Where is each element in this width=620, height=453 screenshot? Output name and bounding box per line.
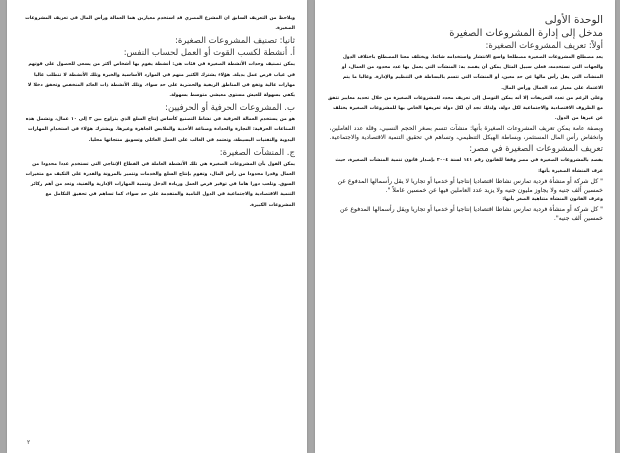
paragraph-crafts: هو من يستخدم العمالة الحرفية في نشاط التصنيع كأساس إنتاج السلع الذي يتراوح بين ٣ إلى ١٠ عمال، وتشمل هذه الصناعات الحرفية: النجارة والحدادة وصناعة الأحذية والملابس الجاهزة وغيرها. ويشترك هؤلاء في استخدام المهارات اليدوية والتقنيات البسيطة، وتعتمد في الغالب على العمل العائلي وتسويق منتجاتها محليا.	[25, 117, 295, 143]
paragraph-egypt-law: يقصد بالمشروعات الصغيرة في مصر وفقا للقانون رقم ١٤١ لسنة ٢٠٠٤ بإصدار قانون تنمية المنشآت الصغيرة، حيث عرف المنشأة الصغيرة بأنها:	[335, 158, 603, 174]
paragraph-subsistence: يمكن تصنيف وحدات الأنشطة الصغيرة في فئات هي: أنشطة يقوم بها أشخاص أكثر من يسعى للحصول على قوتهم في غياب فرص عمل بديلة. هؤلاء يشترك الكثير منهم في الموارد الأساسية والخبرة وتلك الأنشطة لا تتطلب غالبا مهارات عالية وتقع في المناطق الريفية والحضرية على حد سواء. وتلك الأنشطة ذات العائد المنخفض وتحقق دخلا لا يكفي بسهولة للعيش مستوى معيشي متوسط بسهولة.	[27, 62, 295, 99]
paragraph-definition-2: وعلى الرغم من تعدد التعريفات إلا أنه يمكن التوصل إلى تعريف محدد للمشروعات الصغيرة من خلال تحديد معايير تتفق مع الظروف الاقتصادية والاجتماعية لكل دولة، ولذلك نجد أن لكل دولة تعريفها الخاص بها للمشروعات الصغيرة يختلف عن غيرها من الدول.	[328, 95, 603, 122]
page-number: ٢	[27, 439, 31, 446]
quote-small-enterprise-definition: " كل شركة أو منشأة فردية تمارس نشاطا اقتصاديا إنتاجيا أو خدميا أو تجاريا لا يقل رأسمالها المدفوع عن خمسين ألف جنيه ولا يجاوز مليون جنيه ولا يزيد عدد العاملين فيها عن خمسين عاملاً ".	[337, 177, 603, 194]
section-heading-egypt: تعريف المشروعات الصغيرة في مصر:	[469, 144, 603, 155]
quote-micro-enterprise-definition: " كل شركة أو منشأة فردية تمارس نشاطا اقتصاديا إنتاجيا أو خدميا أو تجاريا ويقل رأسمالها المدفوع عن خمسين ألف جنيه".	[340, 206, 603, 223]
intro-paragraph: ويلاحظ من التعريف السابق ان المشرع المصري قد استخدم معيارين هما العمالة ورأس المال في تعريف المشروعات الصغيرة.	[25, 16, 295, 32]
page-left-content	[19, 14, 295, 211]
chapter-title: مدخل إلى إدارة المشروعات الصغيرة	[449, 28, 603, 39]
subheading-crafts: ب. المشروعات الحرفية أو الحرفيين:	[165, 103, 295, 114]
document-page-left	[7, 0, 307, 453]
document-page-right	[315, 0, 615, 453]
section-heading-definition: أولاً: تعريف المشروعات الصغيرة:	[485, 41, 603, 51]
section-heading-classification: ثانيا: تصنيف المشروعات الصغيرة:	[174, 36, 295, 47]
subheading-subsistence-activities: أ. أنشطة لكسب القوت أو العمل لحساب النفس:	[123, 48, 295, 59]
paragraph-small-enterprises: يمكن القول بأن المشروعات الصغيرة هي تلك الأنشطة العاملة في القطاع الإنتاجي التي تستخدم عددا محدودا من العمال وقدرا محدودا من رأس المال، وتقوم بإنتاج السلع والخدمات وتتميز بالمرونة والقدرة على التكيف مع متغيرات السوق. وتلعب دورا هاما في توفير فرص العمل وزيادة الدخل وتنمية المهارات الإدارية والفنية، وتعد من أهم ركائز التنمية الاقتصادية والاجتماعية في الدول النامية والمتقدمة على حد سواء، كما تساهم في تحقيق التكامل مع المشروعات الكبيرة.	[25, 161, 295, 208]
paragraph-general-definition: وبصفة عامة يمكن تعريف المشروعات الصغيرة بأنها: منشآت تتسم بصغر الحجم النسبي، وقلة عدد العاملين، وانخفاض رأس المال المستثمر، وبساطة الهيكل التنظيمي، وتساهم في تحقيق التنمية الاقتصادية والاجتماعية.	[329, 125, 603, 142]
page-right-content	[327, 14, 603, 223]
unit-heading: الوحدة الأولى	[544, 14, 603, 26]
paragraph-definition-1: يعد مصطلح المشروعات الصغيرة مصطلحا واسع الانتشار واستخدامه شائعا. ويختلف معنا المصطلح باختلاف الدول والجهات التي تستخدمه، فعلى سبيل المثال يمكن أن يقصد به: المنشآت التي يعمل بها عدد محدود من العمال، أو المنشآت التي يقل رأس مالها عن حد معين، أو المنشآت التي تتسم بالبساطة في التنظيم والإدارة. وغالبا ما يتم الاعتماد على معيار عدد العمال ورأس المال.	[341, 55, 603, 91]
subheading-small-enterprises: ج. المنشآت الصغيرة:	[219, 147, 295, 158]
paragraph-micro-enterprise: وعرف القانون المنشأة متناهية الصغر بأنها:	[502, 196, 603, 202]
